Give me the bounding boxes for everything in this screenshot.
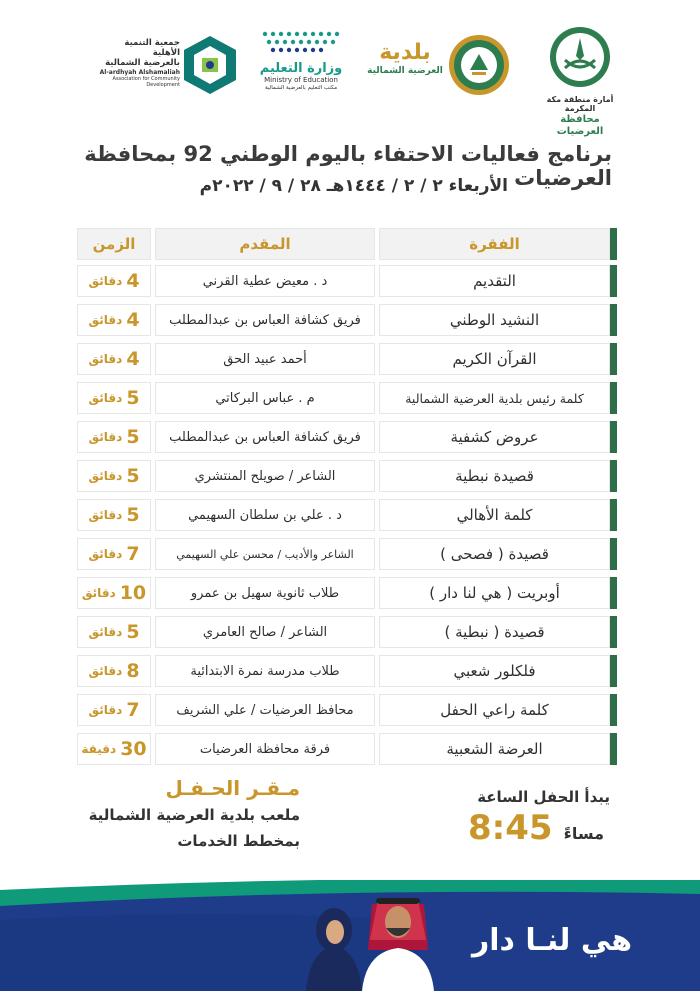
row-minutes: 7 [126,699,140,721]
row-minutes: 30 [120,738,147,760]
row-item: القرآن الكريم [379,343,617,375]
row-item: عروض كشفية [379,421,617,453]
row-minutes: 4 [126,348,140,370]
row-minutes: 5 [126,621,140,643]
ministry-en-name: Ministry of Education [264,76,338,85]
association-en-line2: Association for Community Development [112,75,180,88]
row-minutes: 5 [126,426,140,448]
row-unit: دقائق [88,391,123,405]
table-row [77,655,617,687]
header-item: الفقرة [379,228,617,260]
row-unit: دقائق [88,508,123,522]
ministry-ar-name: وزارة التعليم [259,60,343,76]
row-time [77,577,151,609]
row-minutes: 4 [126,270,140,292]
venue-heading: مـقـر الحـفـل [165,776,300,800]
row-item: أوبريت ( هي لنا دار ) [379,577,617,609]
association-ar-line1: جمعية التنمية الأهلية [124,38,180,59]
row-minutes: 5 [126,387,140,409]
row-presenter: أحمد عبيد الحق [155,343,375,375]
row-item: قصيدة ( فصحى ) [379,538,617,570]
row-unit: دقائق [88,274,123,288]
page-title: برنامج فعاليات الاحتفاء باليوم الوطني 92 بمحافظة العرضيات [84,142,612,190]
table-row [77,382,617,414]
table-row [77,694,617,726]
row-minutes: 4 [126,309,140,331]
row-presenter: طلاب ثانوية سهيل بن عمرو [155,577,375,609]
row-unit: دقائق [88,703,123,717]
ministry-dots-icon [259,28,343,56]
table-row [77,265,617,297]
row-unit: دقائق [88,664,123,678]
row-presenter: طلاب مدرسة نمرة الابتدائية [155,655,375,687]
row-time [77,694,151,726]
start-period: مساءً [563,824,605,843]
row-minutes: 5 [126,504,140,526]
row-unit: دقائق [88,469,123,483]
association-emblem-icon [182,34,238,96]
row-item: فلكلور شعبي [379,655,617,687]
municipality-logo [366,34,516,104]
table-row [77,733,617,765]
row-time [77,655,151,687]
row-unit: دقائق [88,430,123,444]
row-unit: دقائق [88,313,123,327]
row-time [77,343,151,375]
row-minutes: 8 [126,660,140,682]
row-presenter: محافظ العرضيات / علي الشريف [155,694,375,726]
municipality-ar-name: بلدية [379,40,431,65]
start-clock: 8:45 [468,808,553,848]
row-presenter: د . معيض عطية القرني [155,265,375,297]
table-row [77,343,617,375]
row-presenter: الشاعر / صالح العامري [155,616,375,648]
venue-line2: بمخطط الخدمات [177,832,300,850]
saudi-emblem-icon [549,26,611,88]
row-item: التقديم [379,265,617,297]
row-time [77,304,151,336]
row-time [77,265,151,297]
row-unit: دقائق [88,625,123,639]
table-row [77,577,617,609]
row-item: كلمة الأهالي [379,499,617,531]
row-time [77,460,151,492]
row-item: كلمة راعي الحفل [379,694,617,726]
table-row [77,616,617,648]
start-time [468,808,628,848]
row-unit: دقائق [88,547,123,561]
header-presenter: المقدم [155,228,375,260]
table-header-row [77,228,617,260]
row-unit: دقائق [81,586,116,600]
association-logo [98,38,180,88]
logo-bar [0,22,700,137]
governorate-line2: محافظة العرضيات [556,113,604,137]
municipality-seal-icon [448,34,510,96]
row-item: النشيد الوطني [379,304,617,336]
row-unit: دقيقة [81,742,117,756]
row-presenter: فريق كشافة العباس بن عبدالمطلب [155,421,375,453]
row-time [77,616,151,648]
man-figure-icon [362,898,434,991]
table-row [77,538,617,570]
row-unit: دقائق [88,352,123,366]
row-minutes: 10 [119,582,147,604]
row-time [77,733,151,765]
table-row [77,499,617,531]
row-time [77,382,151,414]
row-item: قصيدة نبطية [379,460,617,492]
governorate-logo [540,26,620,138]
row-time [77,499,151,531]
table-row [77,421,617,453]
association-ar-line2: بالعرضية الشمالية [105,58,180,69]
row-time [77,538,151,570]
row-item: قصيدة ( نبطية ) [379,616,617,648]
municipality-ar-sub: العرضية الشمالية [367,66,443,77]
governorate-line1: أمارة منطقة مكة المكرمة [546,94,614,114]
row-presenter: الشاعر والأديب / محسن علي السهيمي [155,538,375,570]
row-minutes: 5 [126,465,140,487]
event-date: الأربعاء ٢ / ٢ / ١٤٤٤هـ ٢٨ / ٩ / ٢٠٢٢م [199,176,508,196]
row-time [77,421,151,453]
row-item: كلمة رئيس بلدية العرضية الشمالية [379,382,617,414]
table-row [77,460,617,492]
slogan: هي لنـا دار [471,923,632,958]
row-presenter: م . عباس البركاتي [155,382,375,414]
table-row [77,304,617,336]
start-heading: يبدأ الحفل الساعة [477,788,610,806]
row-presenter: د . علي بن سلطان السهيمي [155,499,375,531]
ministry-logo [246,28,356,91]
venue-line1: ملعب بلدية العرضية الشمالية [88,806,300,824]
row-presenter: الشاعر / صويلح المنتشري [155,460,375,492]
row-item: العرضة الشعبية [379,733,617,765]
row-presenter: فريق كشافة العباس بن عبدالمطلب [155,304,375,336]
ministry-ar-office: مكتب التعليم بالعرضية الشمالية [264,84,338,91]
header-time: الزمن [77,228,151,260]
association-en-line1: Al-ardhyah Alshamaliah [99,68,180,76]
row-minutes: 7 [126,543,140,565]
row-presenter: فرقة محافظة العرضيات [155,733,375,765]
